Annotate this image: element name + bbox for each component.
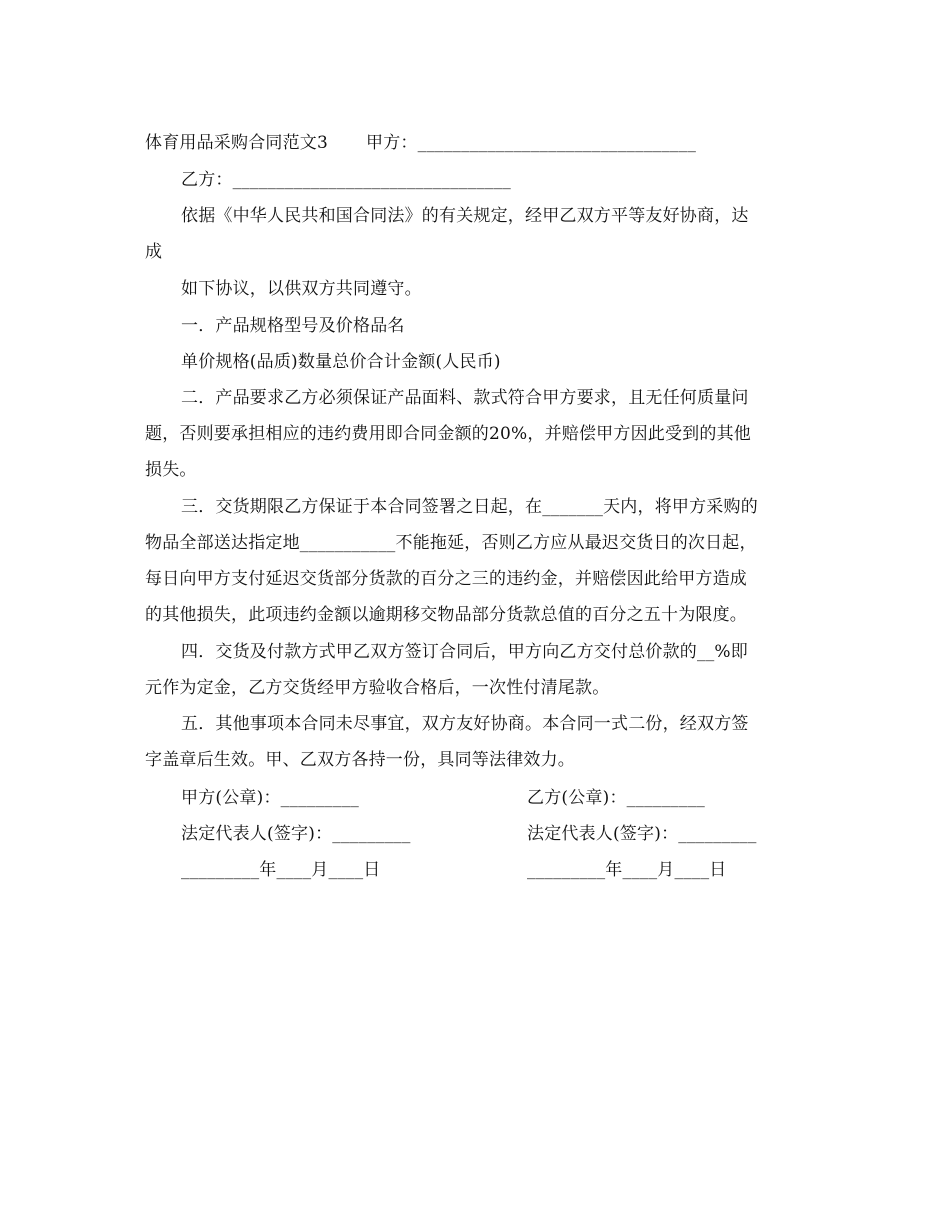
party-a-seal: 甲方(公章)：_________: [181, 788, 359, 808]
party-a-date: _________年____月____日: [181, 860, 381, 880]
party-b-line: 乙方：________________________________: [181, 170, 511, 190]
intro-line-1: 依据《中华人民共和国合同法》的有关规定，经甲乙双方平等友好协商，达: [181, 206, 749, 226]
intro-line-2: 成: [145, 242, 163, 262]
party-b-representative: 法定代表人(签字)：_________: [527, 824, 757, 844]
section-1-heading: 一．产品规格型号及价格品名: [181, 316, 405, 336]
intro-line-3: 如下协议，以供双方共同遵守。: [181, 279, 422, 299]
section-3-line: 三．交货期限乙方保证于本合同签署之日起，在_______天内，将甲方采购的: [181, 497, 758, 517]
section-3-line: 物品全部送达指定地___________不能拖延，否则乙方应从最迟交货日的次日起，: [145, 533, 757, 553]
section-4-line: 元作为定金，乙方交货经甲方验收合格后，一次性付清尾款。: [145, 678, 610, 698]
section-4-line: 四．交货及付款方式甲乙双方签订合同后，甲方向乙方交付总价款的__%即: [181, 642, 748, 662]
party-b-date: _________年____月____日: [527, 860, 727, 880]
party-b-seal: 乙方(公章)：_________: [527, 788, 705, 808]
section-1-columns: 单价规格(品质)数量总价合计金额(人民币): [181, 352, 501, 372]
section-2-line: 损失。: [145, 460, 197, 480]
party-a-line: 甲方：________________________________: [366, 133, 697, 153]
section-5-line: 字盖章后生效。甲、乙双方各持一份，具同等法律效力。: [145, 750, 575, 770]
section-2-line: 题，否则要承担相应的违约费用即合同金额的20%，并赔偿甲方因此受到的其他: [145, 424, 751, 444]
document-title: 体育用品采购合同范文3: [145, 133, 329, 153]
title-row: [145, 131, 696, 155]
section-3-line: 每日向甲方支付延迟交货部分货款的百分之三的违约金，并赔偿因此给甲方造成: [145, 569, 747, 589]
party-a-representative: 法定代表人(签字)：_________: [181, 824, 411, 844]
section-5-line: 五．其他事项本合同未尽事宜，双方友好协商。本合同一式二份，经双方签: [181, 714, 749, 734]
section-2-line: 二．产品要求乙方必须保证产品面料、款式符合甲方要求，且无任何质量问: [181, 388, 749, 408]
section-3-line: 的其他损失，此项违约金额以逾期移交物品部分货款总值的百分之五十为限度。: [145, 605, 747, 625]
